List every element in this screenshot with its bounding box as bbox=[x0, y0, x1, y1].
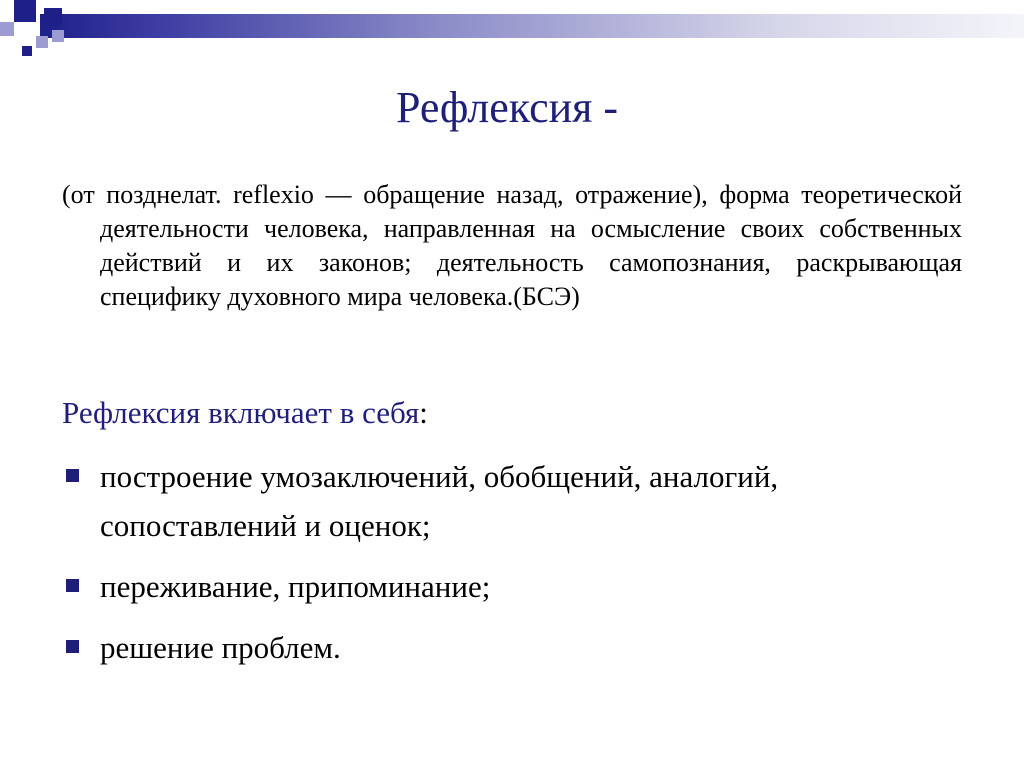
bullet-list bbox=[62, 452, 962, 684]
decor-square-icon bbox=[36, 36, 48, 48]
square-bullet-icon bbox=[66, 469, 79, 482]
list-item-text: решение проблем. bbox=[100, 630, 341, 665]
decor-square-icon bbox=[22, 22, 36, 36]
decor-square-icon bbox=[44, 8, 62, 26]
square-bullet-icon bbox=[66, 579, 79, 592]
includes-heading bbox=[62, 394, 428, 431]
square-bullet-icon bbox=[66, 640, 79, 653]
includes-lead: Рефлексия включает в себя bbox=[62, 395, 420, 430]
list-item bbox=[62, 452, 962, 550]
decor-square-icon bbox=[22, 46, 32, 56]
list-item-text: построение умозаключений, обобщений, аналогий, сопоставлений и оценок; bbox=[100, 459, 779, 543]
list-item bbox=[62, 623, 962, 672]
decor-square-icon bbox=[14, 0, 36, 22]
decor-square-icon bbox=[52, 30, 64, 42]
includes-colon: : bbox=[419, 395, 428, 430]
list-item-text: переживание, припоминание; bbox=[100, 569, 491, 604]
header-band bbox=[40, 14, 1024, 38]
slide-title: Рефлексия - bbox=[395, 83, 619, 132]
definition-paragraph: (от позднелат. reflexio — обращение назад, отражение), форма теоретической деятельности человека, направленная на осмысление своих собственных действий и их законов; деятельность самопознания, раскрывающая специфику духовного мира человека.(БСЭ) bbox=[62, 180, 962, 311]
decor-square-icon bbox=[0, 22, 14, 36]
list-item bbox=[62, 562, 962, 611]
